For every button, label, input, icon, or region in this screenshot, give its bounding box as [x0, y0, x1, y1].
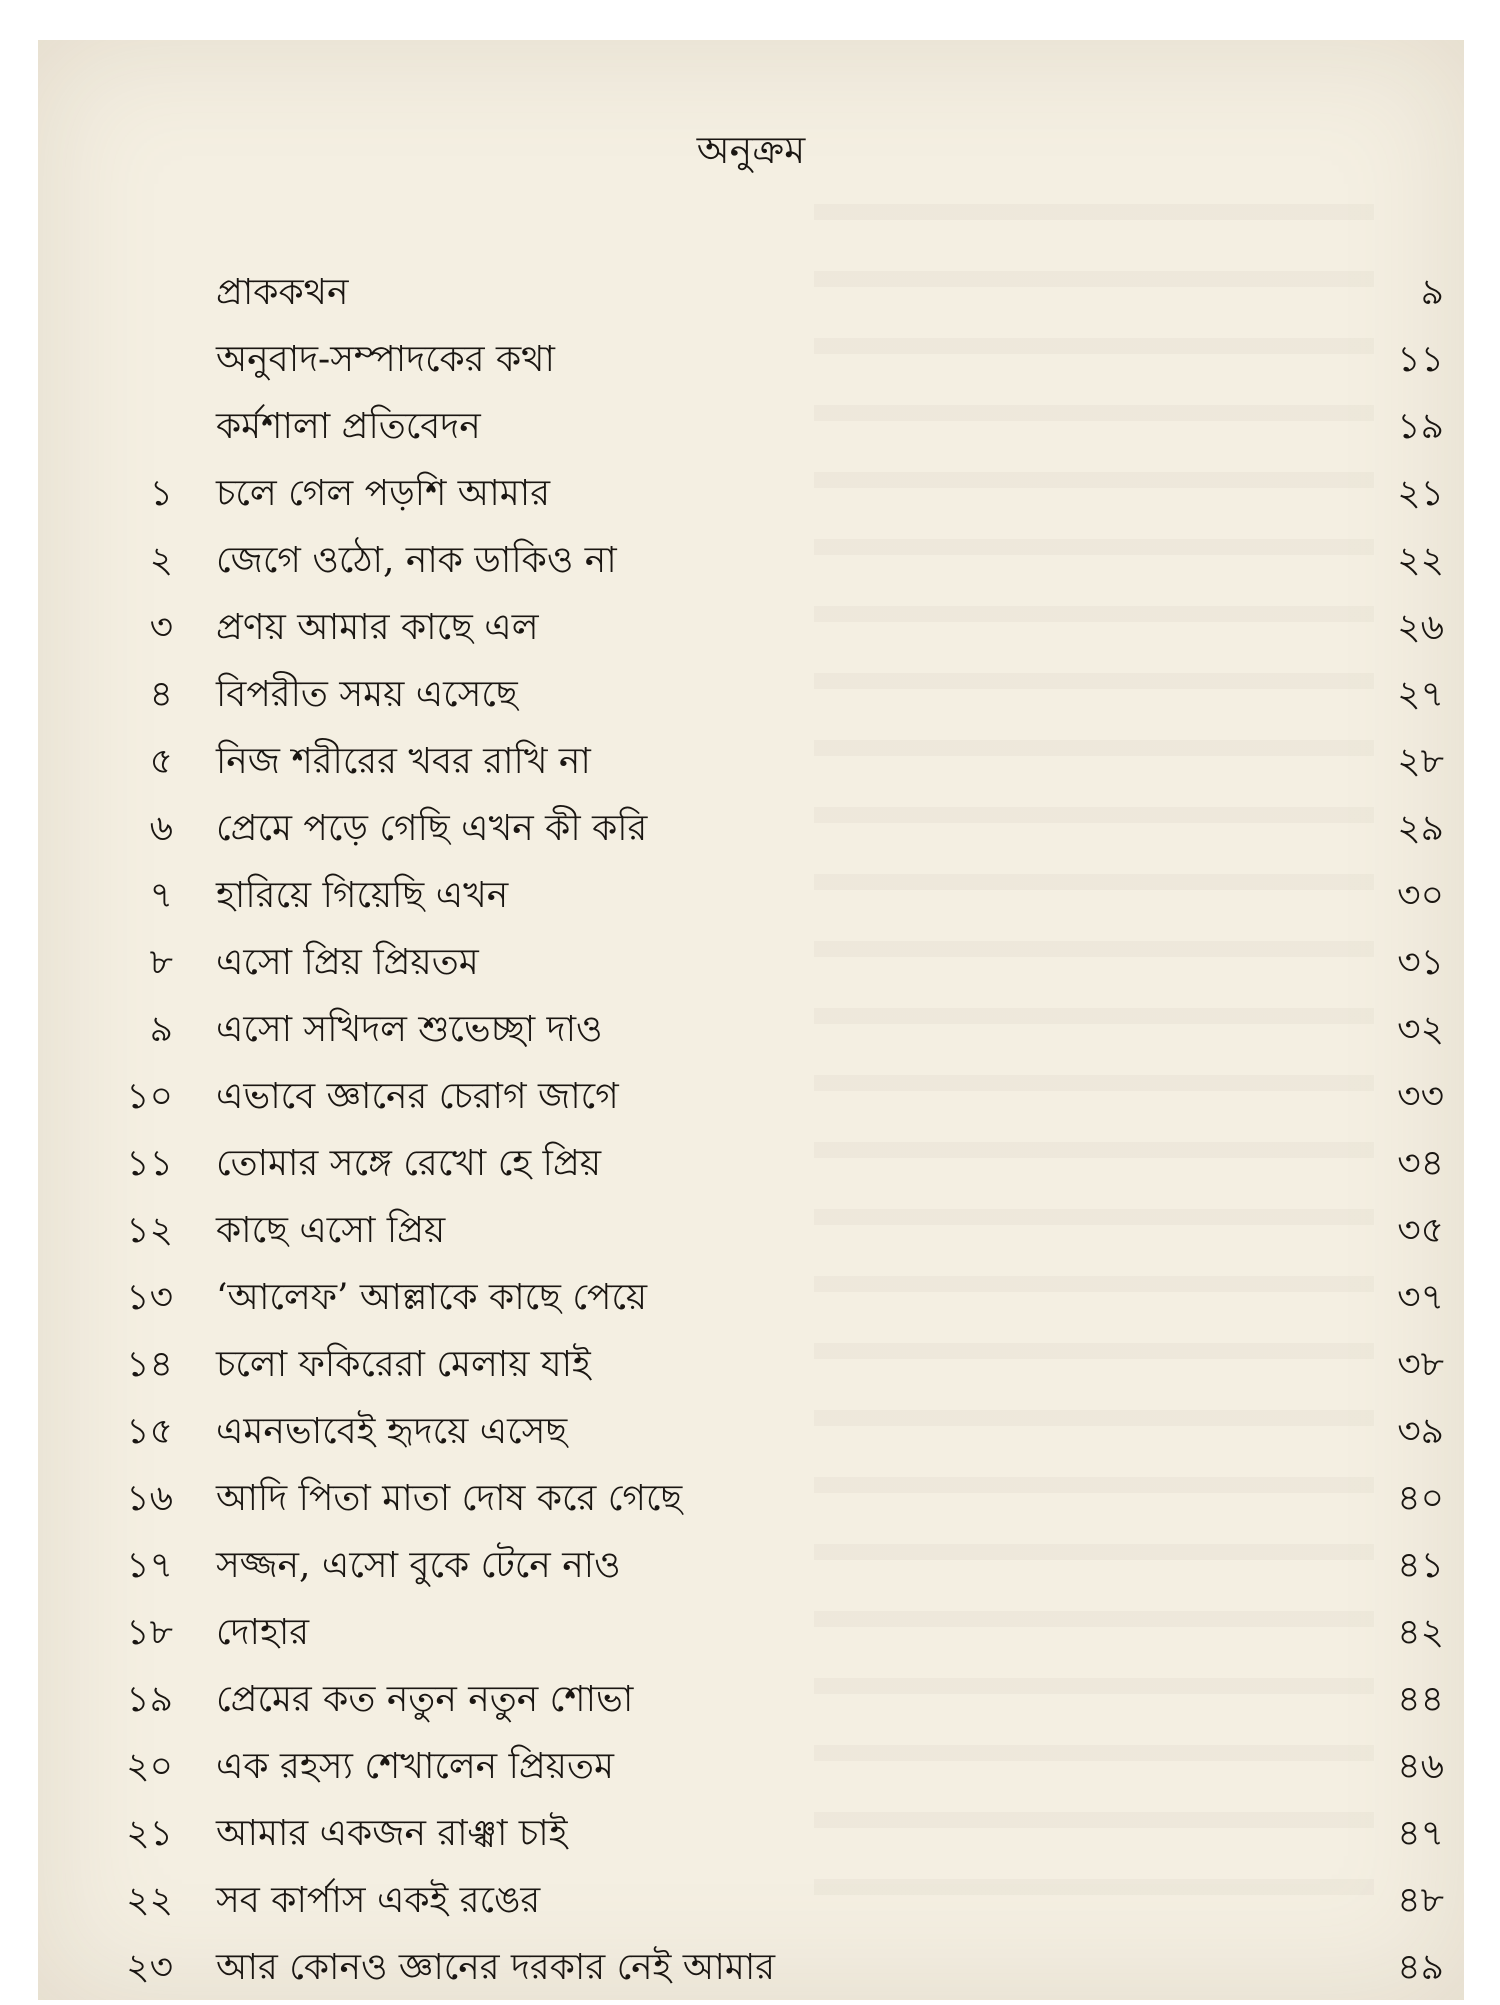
- toc-entry: [38, 1134, 1464, 1201]
- toc-entry-title: তোমার সঙ্গে রেখো হে প্রিয়: [216, 1143, 602, 1184]
- toc-entry-title: দোহার: [216, 1612, 310, 1653]
- toc-entry: [38, 799, 1464, 866]
- toc-entry-title: এসো সখিদল শুভেচ্ছা দাও: [216, 1009, 603, 1050]
- toc-entry: [38, 598, 1464, 665]
- toc-entry-number: ১৬: [126, 1478, 173, 1519]
- toc-entry-page-number: ৪৮: [1397, 1880, 1444, 1921]
- toc-entry-title: প্রাককথন: [216, 272, 349, 313]
- toc-entry-page-number: ২৭: [1397, 674, 1444, 715]
- toc-entry-title: এক রহস্য শেখালেন প্রিয়তম: [216, 1746, 614, 1787]
- toc-entry: [38, 1871, 1464, 1938]
- toc-entry-page-number: ৩২: [1397, 1009, 1444, 1050]
- toc-entry-title: প্রণয় আমার কাছে এল: [216, 607, 539, 648]
- toc-entry-page-number: ২২: [1397, 540, 1444, 581]
- toc-entry: [38, 1603, 1464, 1670]
- toc-entry-title: সজ্জন, এসো বুকে টেনে নাও: [216, 1545, 621, 1586]
- toc-entry: [38, 1000, 1464, 1067]
- toc-entry-page-number: ৪৯: [1397, 1947, 1444, 1988]
- toc-entry-number: ২৩: [126, 1947, 173, 1988]
- toc-entry: [38, 1268, 1464, 1335]
- toc-entry-number: ১৭: [126, 1545, 173, 1586]
- toc-entry-page-number: ৪২: [1397, 1612, 1444, 1653]
- toc-entry-page-number: ২১: [1397, 473, 1444, 514]
- toc-entry: [38, 1938, 1464, 2005]
- toc-entry: [38, 1201, 1464, 1268]
- toc-entry-page-number: ৯: [1420, 272, 1444, 313]
- toc-entry-title: আর কোনও জ্ঞানের দরকার নেই আমার: [216, 1947, 776, 1988]
- toc-entry-page-number: ১১: [1397, 339, 1444, 380]
- toc-entry-page-number: ৩১: [1397, 942, 1444, 983]
- toc-entry-page-number: ২৬: [1397, 607, 1444, 648]
- toc-entry: [38, 1670, 1464, 1737]
- toc-entry-number: ৭: [149, 875, 173, 916]
- toc-entry-page-number: ৪৪: [1397, 1679, 1444, 1720]
- toc-entry-title: এমনভাবেই হৃদয়ে এসেছ: [216, 1411, 568, 1452]
- toc-entry-page-number: ৩৯: [1397, 1411, 1444, 1452]
- toc-entry-page-number: ১৯: [1397, 406, 1444, 447]
- toc-entry-number: ১১: [126, 1143, 173, 1184]
- toc-entry-number: ১৮: [126, 1612, 173, 1653]
- toc-entry: [38, 933, 1464, 1000]
- toc-entry-page-number: ২৮: [1397, 741, 1444, 782]
- toc-entry: [38, 1737, 1464, 1804]
- toc-entry-page-number: ৪৭: [1397, 1813, 1444, 1854]
- toc-entry-title: এভাবে জ্ঞানের চেরাগ জাগে: [216, 1076, 619, 1117]
- toc-entry-page-number: ৪১: [1397, 1545, 1444, 1586]
- toc-entry-title: এসো প্রিয় প্রিয়তম: [216, 942, 479, 983]
- toc-entry-number: ১৯: [126, 1679, 173, 1720]
- toc-entry-title: প্রেমে পড়ে গেছি এখন কী করি: [216, 808, 648, 849]
- toc-entry-page-number: ৪০: [1397, 1478, 1444, 1519]
- toc-entry-number: ১২: [126, 1210, 173, 1251]
- toc-entry: [38, 397, 1464, 464]
- toc-entry-page-number: ২৯: [1397, 808, 1444, 849]
- toc-entry-title: সব কার্পাস একই রঙের: [216, 1880, 541, 1921]
- toc-entry-title: জেগে ওঠো, নাক ডাকিও না: [216, 540, 617, 581]
- toc-entry-number: ১০: [126, 1076, 173, 1117]
- toc-entry-number: ২: [149, 540, 173, 581]
- toc-entry: [38, 330, 1464, 397]
- toc-entry-title: নিজ শরীরের খবর রাখি না: [216, 741, 591, 782]
- toc-entry-title: কর্মশালা প্রতিবেদন: [216, 406, 481, 447]
- toc-entry-number: ১৪: [126, 1344, 173, 1385]
- toc-entry-page-number: ৩৪: [1397, 1143, 1444, 1184]
- toc-entry-title: আদি পিতা মাতা দোষ করে গেছে: [216, 1478, 683, 1519]
- toc-entry-title: চলো ফকিরেরা মেলায় যাই: [216, 1344, 591, 1385]
- toc-entry-title: চলে গেল পড়শি আমার: [216, 473, 551, 514]
- toc-entry: [38, 464, 1464, 531]
- toc-entry-number: ৫: [149, 741, 173, 782]
- toc-entry: [38, 1335, 1464, 1402]
- toc-entry: [38, 1536, 1464, 1603]
- toc-entry: [38, 732, 1464, 799]
- toc-entry-number: ৪: [149, 674, 173, 715]
- toc-entry-number: ১৩: [126, 1277, 173, 1318]
- toc-entry: [38, 866, 1464, 933]
- toc-entry: [38, 1402, 1464, 1469]
- toc-entry-number: ২০: [126, 1746, 173, 1787]
- page-title: অনুক্রম: [696, 128, 806, 172]
- toc-entry-page-number: ৩৫: [1397, 1210, 1444, 1251]
- toc-entry-number: ৩: [149, 607, 173, 648]
- toc-entry-page-number: ৩৭: [1397, 1277, 1444, 1318]
- toc-entry-number: ১: [149, 473, 173, 514]
- toc-entry-title: কাছে এসো প্রিয়: [216, 1210, 446, 1251]
- toc-entry: [38, 263, 1464, 330]
- toc-entry: [38, 1469, 1464, 1536]
- toc-entry-page-number: ৪৬: [1397, 1746, 1444, 1787]
- toc-entry-title: ‘আলেফ’ আল্লাকে কাছে পেয়ে: [216, 1277, 648, 1318]
- book-page: [38, 40, 1464, 2000]
- toc-entry-number: ৯: [149, 1009, 173, 1050]
- toc-entry-title: হারিয়ে গিয়েছি এখন: [216, 875, 509, 916]
- toc-entry-number: ২২: [126, 1880, 173, 1921]
- toc-entry-title: আমার একজন রাঞ্ঝা চাই: [216, 1813, 568, 1854]
- toc-entry: [38, 531, 1464, 598]
- toc-entry-title: অনুবাদ-সম্পাদকের কথা: [216, 339, 555, 380]
- toc-entry: [38, 1067, 1464, 1134]
- toc-entry-number: ৮: [149, 942, 173, 983]
- toc-entry-number: ৬: [149, 808, 173, 849]
- toc-entry-number: ১৫: [126, 1411, 173, 1452]
- toc-entry-page-number: ৩৩: [1397, 1076, 1444, 1117]
- toc-entry: [38, 1804, 1464, 1871]
- toc-entry-title: বিপরীত সময় এসেছে: [216, 674, 518, 715]
- toc-entry: [38, 665, 1464, 732]
- table-of-contents: [38, 263, 1464, 2005]
- toc-entry-page-number: ৩৮: [1397, 1344, 1444, 1385]
- toc-entry-number: ২১: [126, 1813, 173, 1854]
- toc-entry-page-number: ৩০: [1397, 875, 1444, 916]
- toc-entry-title: প্রেমের কত নতুন নতুন শোভা: [216, 1679, 634, 1720]
